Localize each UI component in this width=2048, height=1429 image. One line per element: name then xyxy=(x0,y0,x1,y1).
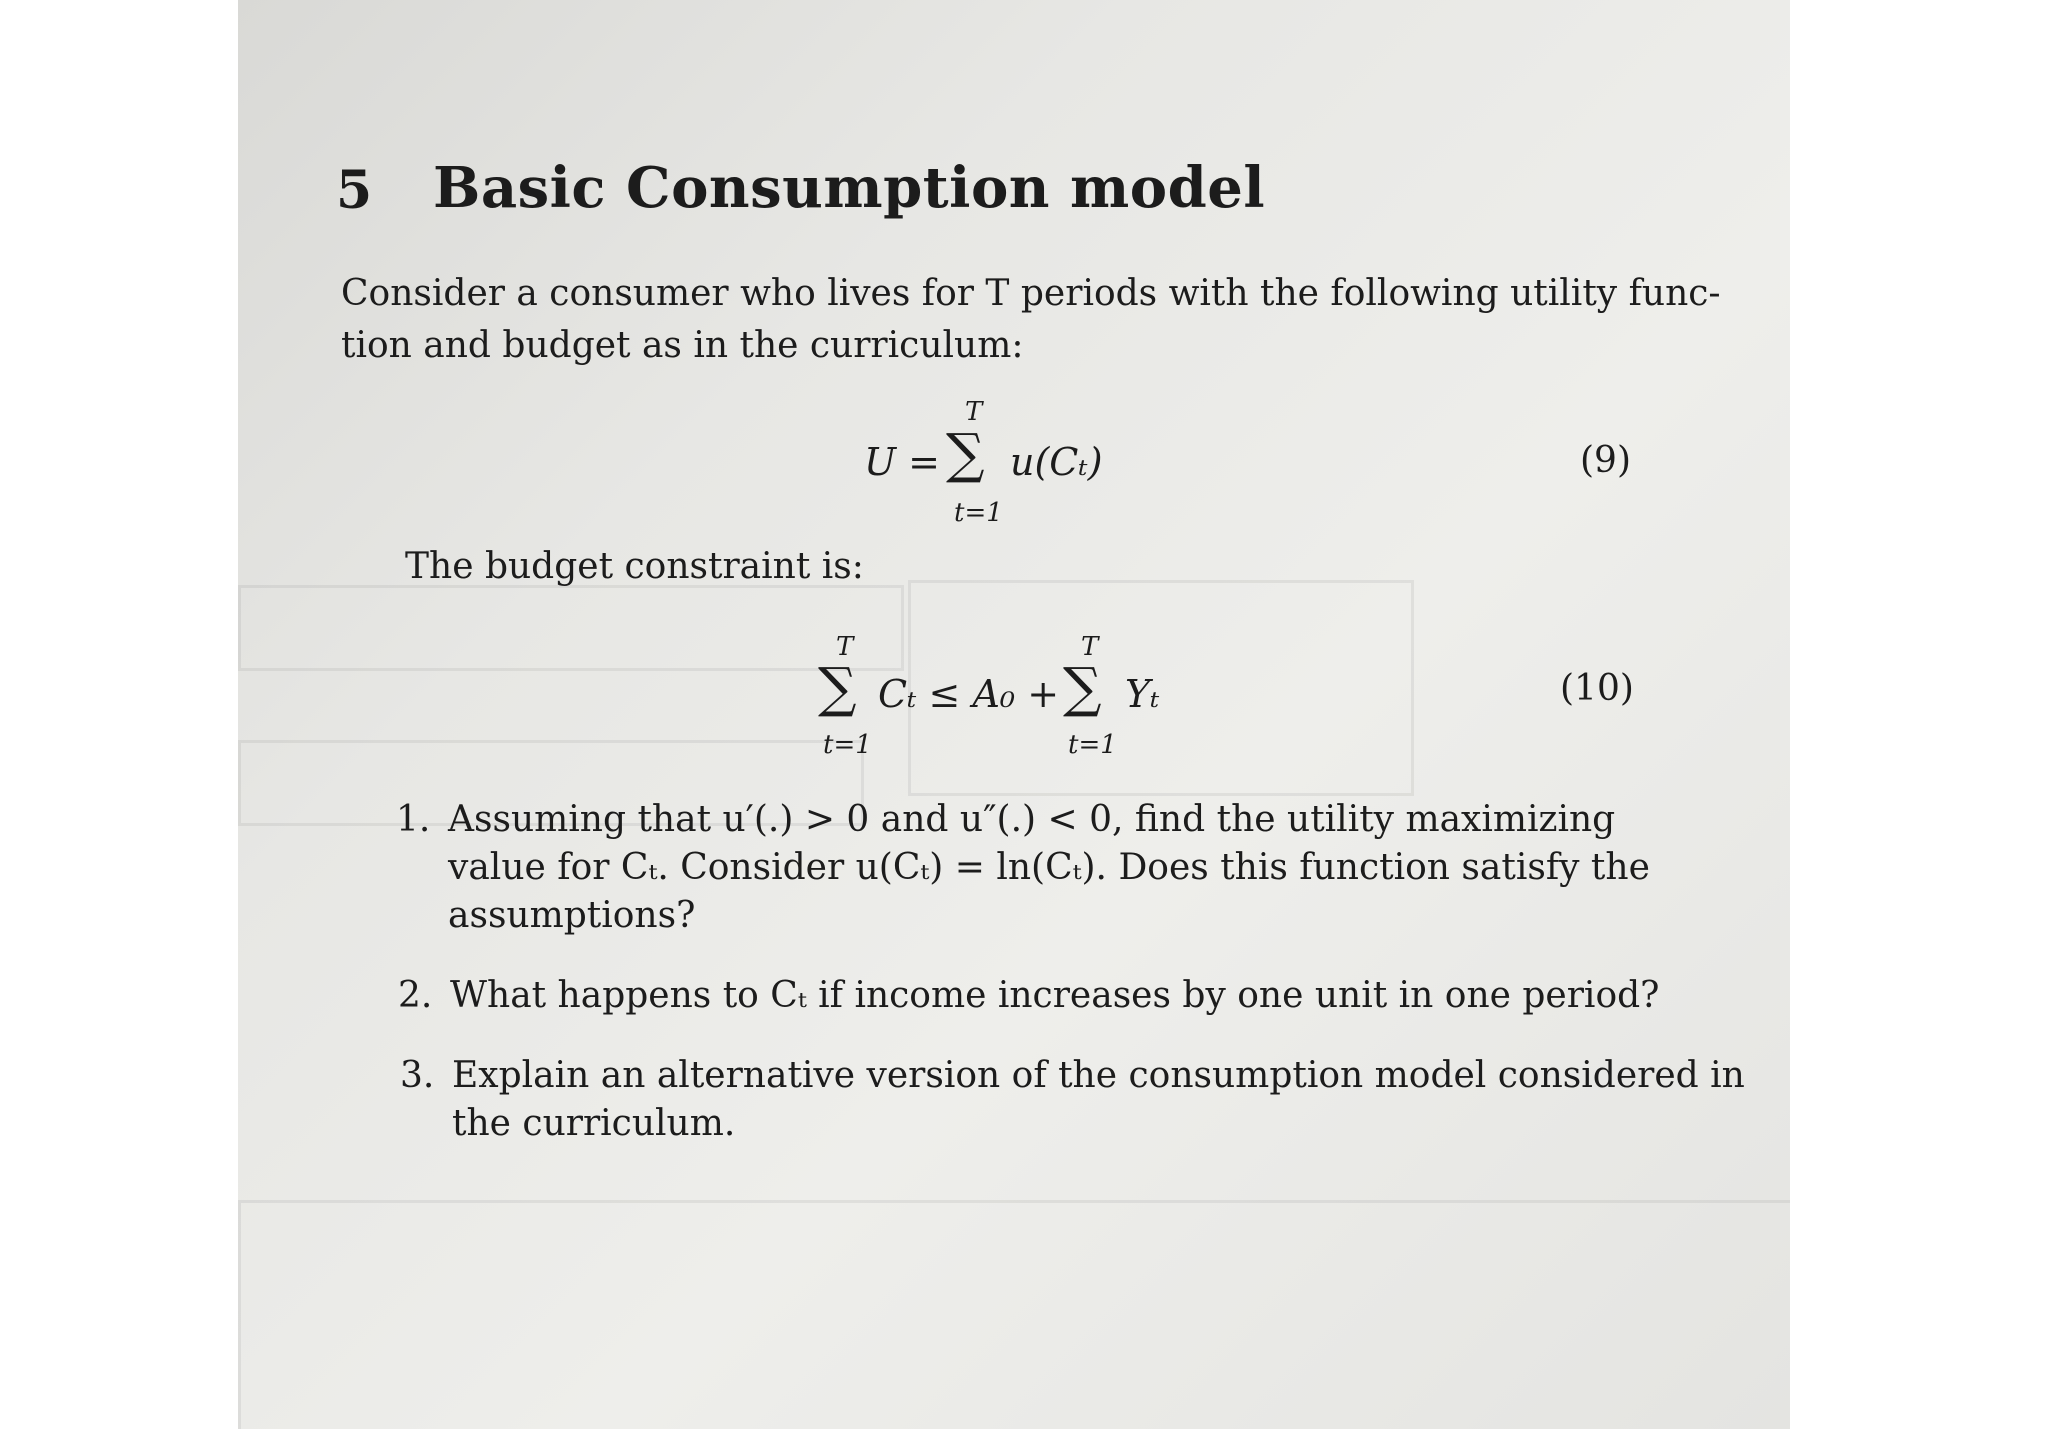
question-text-line: the curriculum. xyxy=(452,1103,736,1144)
eq10-lower-limit-1: t=1 xyxy=(823,730,872,760)
sigma-icon: ∑ xyxy=(818,656,857,719)
section-title: Basic Consumption model xyxy=(433,155,1266,221)
eq10-lower-limit-2: t=1 xyxy=(1068,730,1117,760)
section-number: 5 xyxy=(336,160,373,221)
eq9-lhs: U = xyxy=(864,440,940,484)
eq9-number: (9) xyxy=(1580,440,1631,481)
ghost-box xyxy=(238,1200,1790,1429)
eq9-term: u(Cₜ) xyxy=(1010,440,1103,484)
eq10-term-2: Yₜ xyxy=(1125,672,1160,716)
eq9-upper-limit: T xyxy=(965,397,983,427)
eq10-upper-limit-2: T xyxy=(1081,632,1099,662)
sigma-icon: ∑ xyxy=(1063,656,1102,719)
eq9-lower-limit: t=1 xyxy=(954,498,1003,528)
eq10-number: (10) xyxy=(1560,668,1634,709)
question-number: 3. xyxy=(400,1055,435,1096)
question-text-line: value for Cₜ. Consider u(Cₜ) = ln(Cₜ). Does this function satisfy the xyxy=(448,847,1650,888)
eq10-upper-limit-1: T xyxy=(836,632,854,662)
question-text-line: assumptions? xyxy=(448,895,696,936)
question-number: 2. xyxy=(398,975,433,1016)
intro-line-2: tion and budget as in the curriculum: xyxy=(341,325,1024,366)
question-text-line: Assuming that u′(.) > 0 and u″(.) < 0, find the utility maximizing xyxy=(448,799,1616,840)
question-text-line: Explain an alternative version of the consumption model considered in xyxy=(452,1055,1745,1096)
intro-line-1: Consider a consumer who lives for T periods with the following utility func- xyxy=(341,273,1721,314)
budget-label: The budget constraint is: xyxy=(405,546,864,587)
paper-page xyxy=(238,0,1790,1429)
ghost-box xyxy=(238,585,904,671)
question-text-line: What happens to Cₜ if income increases by one unit in one period? xyxy=(450,975,1660,1016)
eq10-term-1: Cₜ ≤ A₀ + xyxy=(878,672,1060,716)
sigma-icon: ∑ xyxy=(946,422,985,485)
question-number: 1. xyxy=(396,799,431,840)
